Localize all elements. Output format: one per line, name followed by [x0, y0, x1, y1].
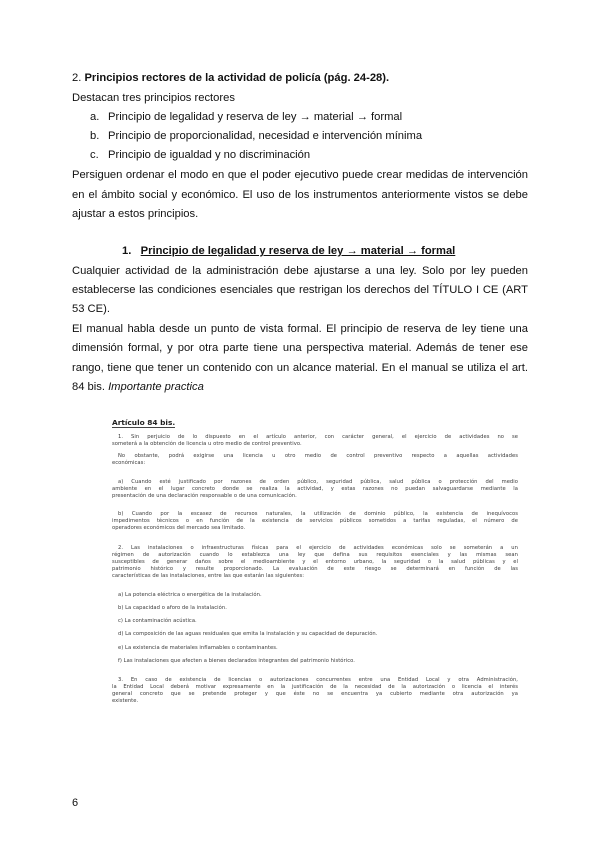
paragraph-line: El manual habla desde un punto de vista formal. El principio de reserva de ley tiene una — [72, 323, 528, 335]
excerpt-line: ambiente en el lugar concreto donde se realiza la actividad, y estas razones no puedan salvaguardarse mediante la — [112, 486, 518, 492]
excerpt-line: c) La contaminación acústica. — [118, 618, 197, 624]
excerpt-line: f) Las instalaciones que afecten a bienes declarados integrantes del patrimonio histórico. — [118, 658, 355, 664]
excerpt-line: someterá a la obtención de licencia u otro medio de control preventivo. — [112, 441, 302, 447]
principle-item-proporcionalidad: Principio de proporcionalidad, necesidad e intervención mínima — [108, 130, 423, 142]
paragraph-line-last — [72, 380, 204, 394]
excerpt-line: susceptibles de generar daños sobre el medioambiente y el entorno urbano, la seguridad o la salud públicas y el — [112, 559, 518, 565]
excerpt-line: general concreto que se pretende proteger y que éste no se encuentra ya cubierto mediante otra autorización ya — [112, 691, 518, 697]
excerpt-title: Artículo 84 bis. — [112, 418, 176, 427]
principle-marker: a. — [90, 111, 100, 123]
excerpt-line: características de las instalaciones, entre las que estarán las siguientes: — [112, 573, 305, 579]
excerpt-line: impedimentos técnicos o en función de la existencia de servicios públicos sometidos a tarifas reguladas, el número de — [112, 518, 518, 524]
paragraph-line: rango, tiene que tener un contenido con un alcance material. En el manual se utiliza el art. — [72, 362, 528, 374]
excerpt-line: operadores económicos del mercado sea limitado. — [112, 525, 246, 531]
article-reference: 84 bis. — [72, 381, 109, 393]
excerpt-line: a) Cuando esté justificado por razones de orden público, seguridad pública, salud pública o protección del medio — [118, 479, 518, 485]
principle-item-legalidad: Principio de legalidad y reserva de ley → material → formal — [108, 111, 403, 123]
section-heading-2 — [72, 71, 389, 85]
practice-note: Importante practica — [108, 381, 204, 393]
excerpt-line: patrimonio histórico y resulte proporcionado. La evaluación de este riesgo se determinará en función de las — [112, 566, 518, 572]
excerpt-line: régimen de autorización cuando lo establezca una ley que defina sus requisitos esenciales y las mismas sean — [112, 552, 518, 558]
paragraph-line: Persiguen ordenar el modo en que el poder ejecutivo puede crear medidas de intervención — [72, 169, 528, 181]
excerpt-line: d) La composición de las aguas residuales que emita la instalación y su capacidad de depuración. — [118, 631, 378, 637]
section-heading-2-number: 2. — [72, 72, 85, 84]
excerpt-line: e) La existencia de materiales inflamables o contaminantes. — [118, 645, 278, 651]
paragraph-line: ajustar a estos principios. — [72, 208, 199, 220]
excerpt-line: b) Cuando por la escasez de recursos naturales, la utilización de dominio público, la existencia de inequívocos — [118, 511, 518, 517]
paragraph-line: 53 CE). — [72, 303, 110, 315]
section-heading-2-title: Principios rectores de la actividad de policía (pág. 24-28). — [84, 72, 390, 84]
paragraph-line: Cualquier actividad de la administración debe ajustarse a una ley. Solo por ley pueden — [72, 265, 528, 277]
excerpt-line: a) La potencia eléctrica o energética de la instalación. — [118, 592, 262, 598]
excerpt-line: 1. Sin perjuicio de lo dispuesto en el artículo anterior, con carácter general, el ejercicio de actividades no se — [118, 434, 518, 440]
excerpt-line: económicas: — [112, 460, 146, 466]
excerpt-line: 3. En caso de existencia de licencias o autorizaciones concurrentes entre una Entidad Local y otra Administración, — [118, 677, 518, 683]
excerpt-line: presentación de una declaración responsable o de una comunicación. — [112, 493, 297, 499]
paragraph-line: dimensión formal, y por otra parte tiene una perspectiva material. Además de tener ese — [72, 342, 528, 354]
excerpt-line: b) La capacidad o aforo de la instalación. — [118, 605, 227, 611]
excerpt-line: No obstante, podrá exigirse una licencia u otro medio de control preventivo respecto a aquellas actividades — [118, 453, 518, 459]
excerpt-line: existente. — [112, 698, 139, 704]
excerpt-line: la Entidad Local deberá motivar expresamente en la justificación de la necesidad de la autorización o licencia el interés — [112, 684, 518, 690]
subsection-heading-1-number: 1. — [122, 245, 132, 257]
paragraph-line: en el ámbito social y económico. El uso de los instrumentos anteriormente vistos se debe — [72, 189, 528, 201]
principle-item-igualdad: Principio de igualdad y no discriminación — [108, 149, 311, 161]
intro-text: Destacan tres principios rectores — [72, 92, 235, 104]
principle-marker: b. — [90, 130, 100, 142]
subsection-heading-1-title: Principio de legalidad y reserva de ley → material → formal — [140, 245, 456, 257]
subsection-heading-1 — [122, 244, 455, 258]
principle-marker: c. — [90, 149, 99, 161]
excerpt-line: 2. Las instalaciones o infraestructuras físicas para el ejercicio de actividades económicas solo se someterán a un — [118, 545, 518, 551]
paragraph-line: establecerse las condiciones esenciales que restrigan los derechos del TÍTULO I CE (ART — [72, 284, 528, 296]
page-number: 6 — [72, 797, 79, 809]
law-excerpt-image — [106, 412, 526, 742]
